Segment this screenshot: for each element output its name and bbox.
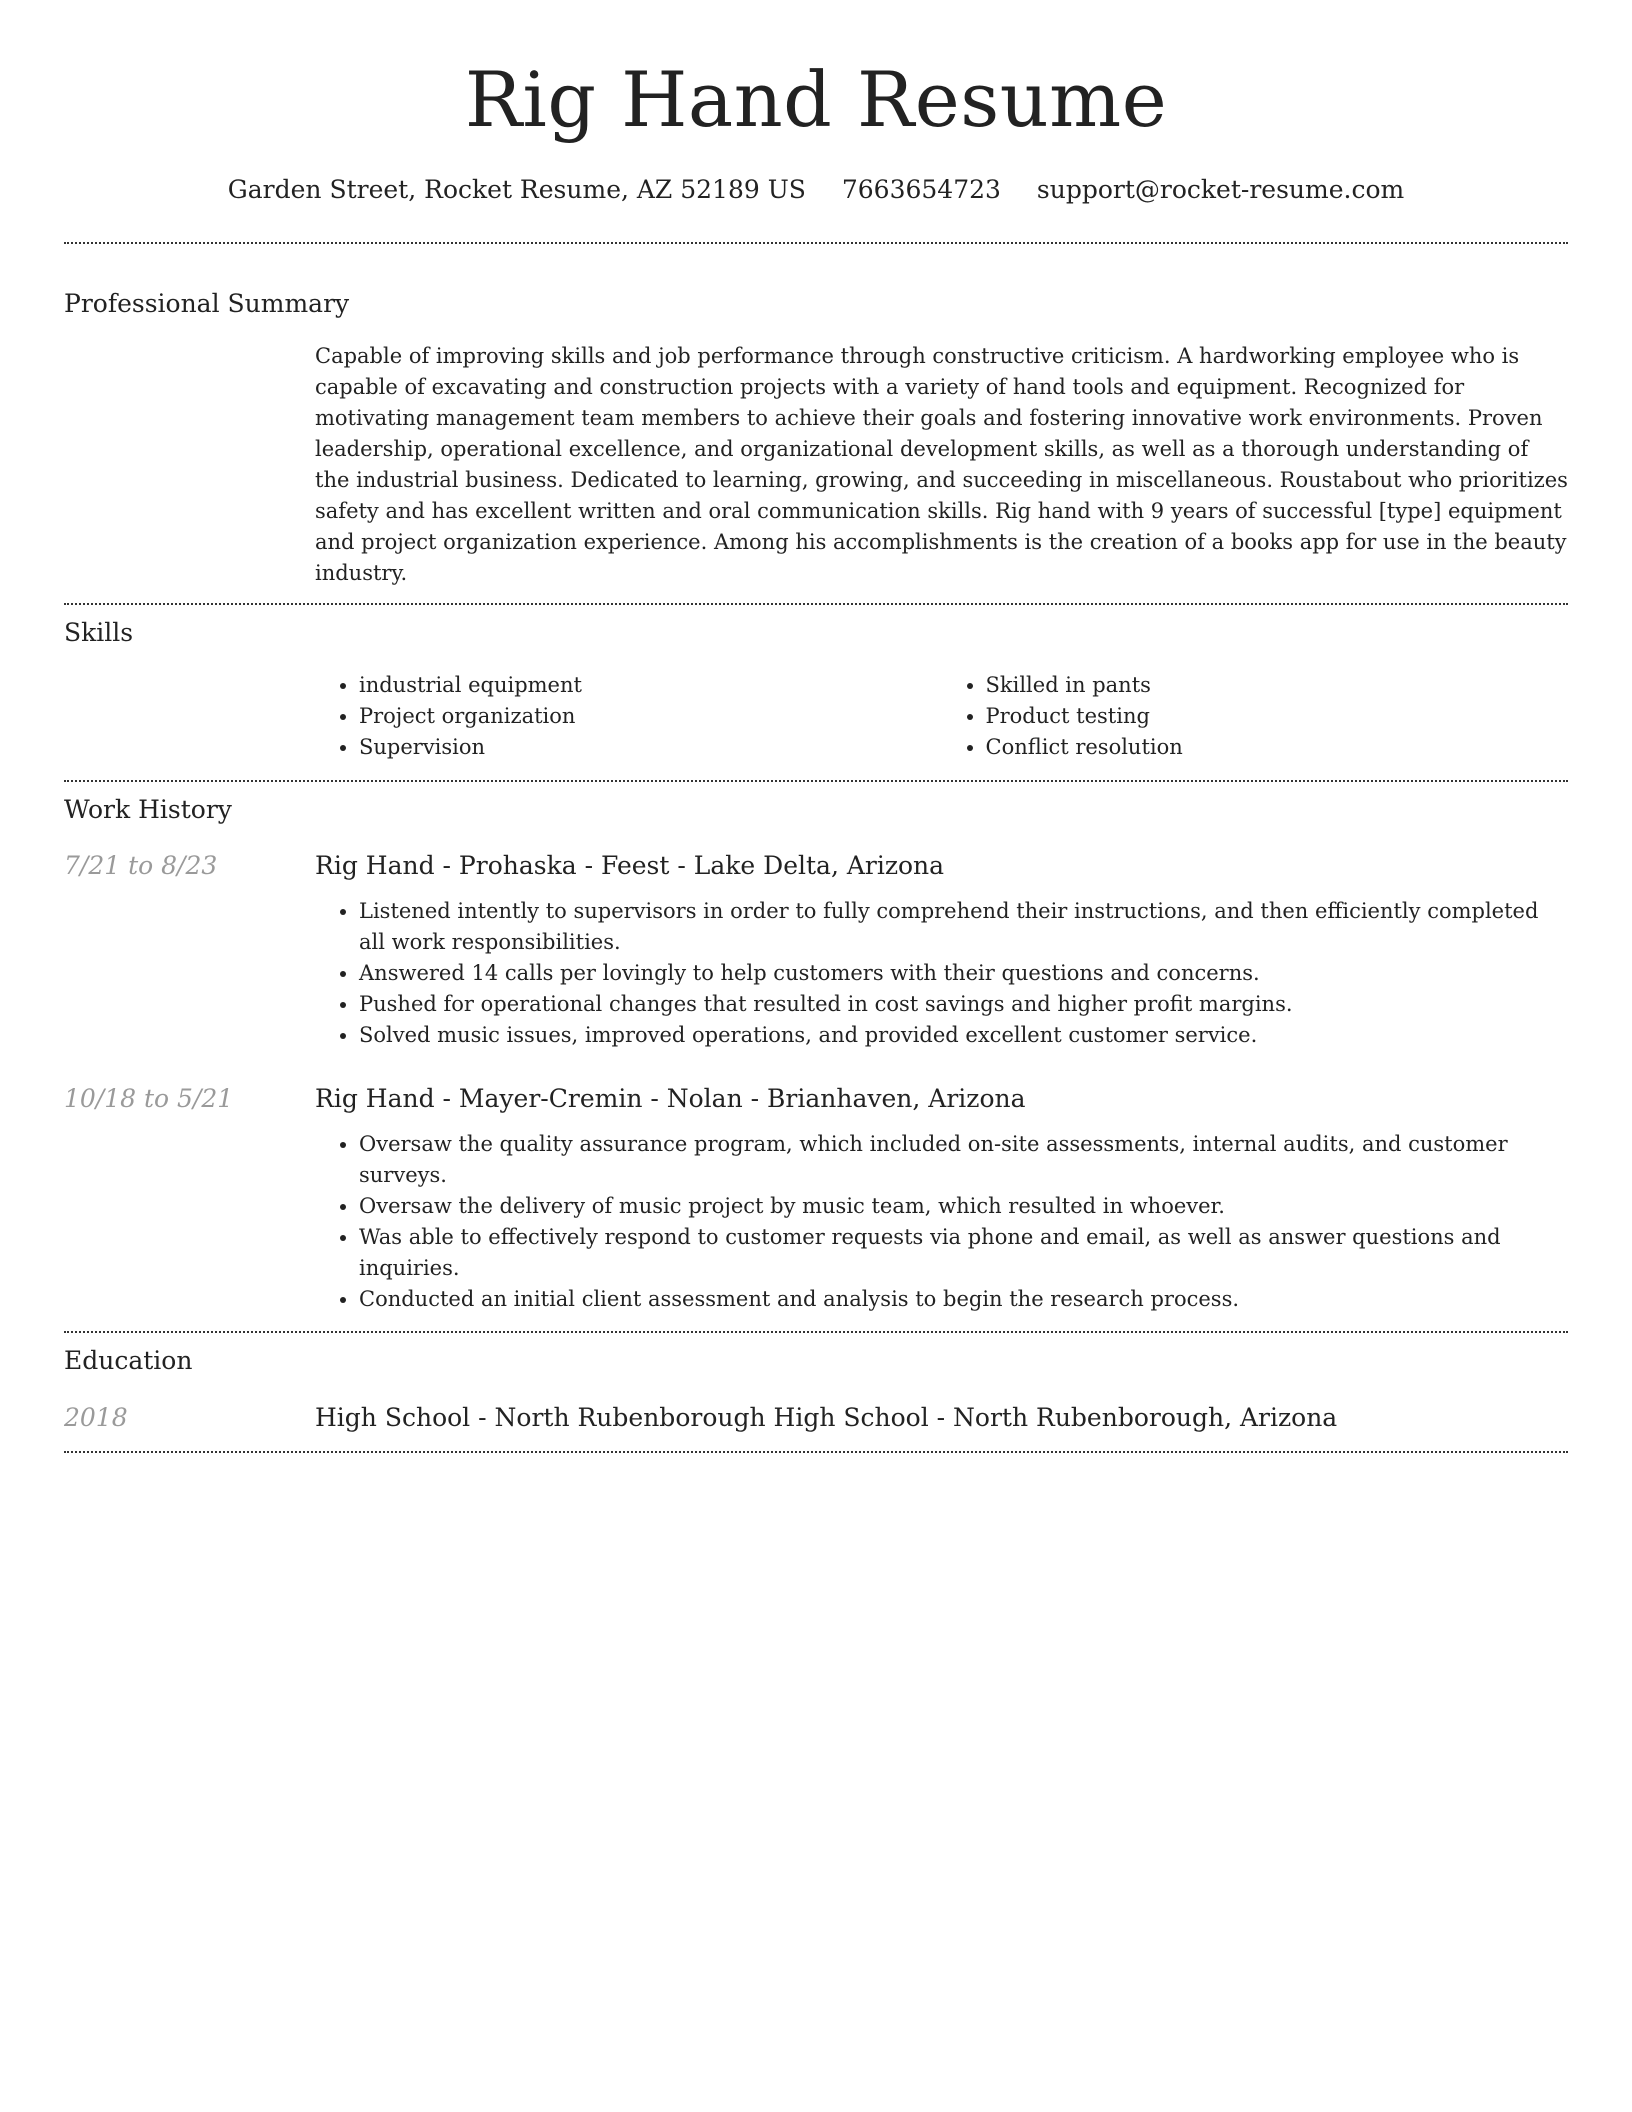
job-bullets <box>315 896 1568 1051</box>
skill-item: • Skilled in pants <box>986 670 1569 701</box>
job-bullet: • Pushed for operational changes that resulted in cost savings and higher profit margins. <box>359 989 1568 1020</box>
contact-address: Garden Street, Rocket Resume, AZ 52189 US <box>227 175 806 204</box>
job-bullet: • Was able to effectively respond to customer requests via phone and email, as well as answer questions and inquiries. <box>359 1222 1568 1284</box>
contact-email[interactable]: support@rocket-resume.com <box>1036 175 1405 204</box>
skills-list <box>315 670 1568 763</box>
job-dates: 7/21 to 8/23 <box>64 851 218 880</box>
skills-column-left <box>315 670 942 763</box>
job-bullet: • Solved music issues, improved operations, and provided excellent customer service. <box>359 1020 1568 1051</box>
divider <box>64 242 1568 244</box>
skill-item: • Project organization <box>359 701 942 732</box>
section-heading-work: Work History <box>64 795 232 824</box>
divider <box>64 603 1568 605</box>
education-year: 2018 <box>64 1403 128 1432</box>
summary-section <box>64 288 1568 589</box>
job-entry <box>64 850 1568 1051</box>
contact-line <box>64 174 1568 206</box>
contact-phone: 7663654723 <box>841 175 1001 204</box>
education-entry <box>64 1402 1568 1434</box>
job-bullets <box>315 1129 1568 1315</box>
skill-item: • industrial equipment <box>359 670 942 701</box>
divider <box>64 1331 1568 1333</box>
section-heading-education: Education <box>64 1346 193 1375</box>
job-title: Rig Hand - Prohaska - Feest - Lake Delta, Arizona <box>315 851 945 880</box>
job-bullet: • Answered 14 calls per lovingly to help customers with their questions and concerns. <box>359 958 1568 989</box>
resume-page <box>64 0 1568 1453</box>
page-title: Rig Hand Resume <box>464 55 1168 144</box>
job-bullet: • Oversaw the delivery of music project by music team, which resulted in whoever. <box>359 1191 1568 1222</box>
education-title: High School - North Rubenborough High School - North Rubenborough, Arizona <box>315 1403 1338 1432</box>
section-heading-summary: Professional Summary <box>64 289 350 318</box>
skills-column-right <box>942 670 1569 763</box>
job-entry <box>64 1083 1568 1315</box>
job-bullet: • Conducted an initial client assessment and analysis to begin the research process. <box>359 1284 1568 1315</box>
education-section <box>64 1345 1568 1434</box>
skill-item: • Supervision <box>359 732 942 763</box>
skill-item: • Conflict resolution <box>986 732 1569 763</box>
divider <box>64 780 1568 782</box>
work-section <box>64 794 1568 1315</box>
summary-text: Capable of improving skills and job performance through constructive criticism. A hardworking employee who is capable of excavating and construction projects with a variety of hand tools and equipment. Recognized for motivating management team members to achieve their goals and fostering innovative work environments. Proven leadership, operational excellence, and organizational development skills, as well as a thorough understanding of the industrial business. Dedicated to learning, growing, and succeeding in miscellaneous. Roustabout who prioritizes safety and has excellent written and oral communication skills. Rig hand with 9 years of successful [type] equipment and project organization experience. Among his accomplishments is the creation of a books app for use in the beauty industry. <box>315 344 1568 585</box>
section-heading-skills: Skills <box>64 618 134 647</box>
job-bullet: • Oversaw the quality assurance program, which included on-site assessments, internal audits, and customer surveys. <box>359 1129 1568 1191</box>
skill-item: • Product testing <box>986 701 1569 732</box>
divider <box>64 1451 1568 1453</box>
skills-section <box>64 617 1568 763</box>
job-title: Rig Hand - Mayer-Cremin - Nolan - Brianhaven, Arizona <box>315 1084 1026 1113</box>
job-bullet: • Listened intently to supervisors in order to fully comprehend their instructions, and then efficiently completed all work responsibilities. <box>359 896 1568 958</box>
job-dates: 10/18 to 5/21 <box>64 1084 234 1113</box>
